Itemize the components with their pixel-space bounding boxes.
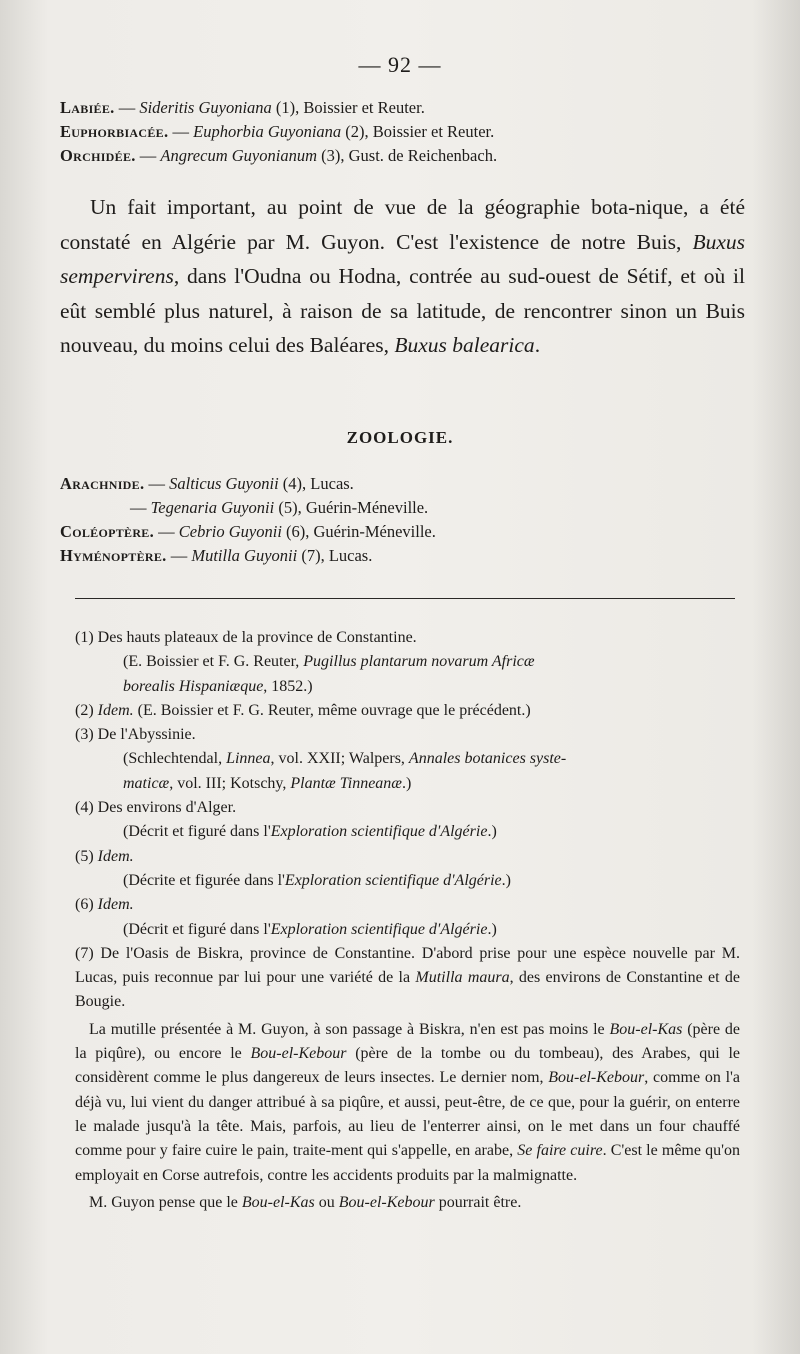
taxon-entry: Labiée. — Sideritis Guyoniana (1), Boissier et Reuter. — [60, 98, 425, 117]
family-name: Coléoptère. — [60, 522, 155, 541]
footnote-7: (7) De l'Oasis de Biskra, province de Constantine. D'abord prise pour une espèce nouvelle par M. Lucas, puis reconnue par lui pour une variété de la Mutilla maura, des environs de Constantine et de Bougie. — [75, 944, 740, 1011]
page-number: — 92 — — [358, 52, 442, 77]
family-name: Orchidée. — [60, 146, 136, 165]
footnote-7-paragraph-2: La mutille présentée à M. Guyon, à son passage à Biskra, n'en est pas moins le Bou-el-Kas (père de la piqûre), ou encore le Bou-el-Kebour (père de la tombe ou du tombeau), des Arabes, qui le considèrent comme le plus dangereux de leurs insectes. Le dernier nom, Bou-el-Kebour, comme on l'a déjà vu, lui vient du danger attribué à sa piqûre, et aussi, peut-être, de ce que, pour la guérir, on enterre le malade jusqu'à la tête. Mais, parfois, au lieu de l'enterrer ainsi, on le met dans un four chauffé comme pour y faire cuire le pain, traite-ment qui s'appelle, en arabe, Se faire cuire. C'est le même qu'on employait en Corse autrefois, contre les accidents produits par la malmignatte. — [75, 1020, 741, 1184]
footnote-5: (5) Idem. — [75, 847, 134, 865]
footnote-4: (4) Des environs d'Alger. — [75, 799, 237, 817]
footnote-6: (6) Idem. — [75, 896, 134, 914]
zoology-taxa-list — [60, 472, 750, 568]
footnote-2: (2) Idem. (E. Boissier et F. G. Reuter, même ouvrage que le précédent.) — [75, 701, 531, 719]
species-name: Salticus Guyonii — [169, 474, 279, 493]
species-name: Euphorbia Guyoniana — [193, 122, 342, 141]
footnote-7-paragraph-3: M. Guyon pense que le Bou-el-Kas ou Bou-el-Kebour pourrait être. — [89, 1193, 522, 1211]
footnotes: (1) Des hauts plateaux de la province de Constantine. (E. Boissier et F. G. Reuter, Pugillus plantarum novarum Africæ borealis Hispaniæque, 1852.) (2) Idem. (E. Boissier et F. G. Reuter, même ouvrage que le précédent.) (3) De l'Abyssinie. (Schlechtendal, Linnea, vol. XXII; Walpers, Annales botanices syste- maticæ, vol. III; Kotschy, Plantæ Tinneanæ.) (4) Des environs d'Alger. (Décrit et figuré dans l'Exploration scientifique d'Algérie.) (5) Idem. (Décrite et figurée dans l'Exploration scientifique d'Algérie.) (6) Idem. (Décrit et figuré dans l'Exploration scientifique d'Algérie.) (7) De l'Oasis de Biskra, province de Constantine. D'abord prise pour une espèce nouvelle par M. Lucas, puis reconnue par lui pour une variété de la Mutilla maura, des environs de Constantine et de Bougie. La mutille présentée à M. Guyon, à son passage à Biskra, n'en est pas moins le Bou-el-Kas (père de la piqûre), ou encore le Bou-el-Kebour (père de la tombe ou du tombeau), des Arabes, qui le considèrent comme le plus dangereux de leurs insectes. Le dernier nom, Bou-el-Kebour, comme on l'a déjà vu, lui vient du danger attribué à sa piqûre, et aussi, peut-être, de ce que, pour la guérir, on enterre le malade jusqu'à la tête. Mais, parfois, au lieu de l'enterrer ainsi, on le met dans un four chauffé comme pour y faire cuire le pain, traite-ment qui s'appelle, en arabe, Se faire cuire. C'est le même qu'on employait en Corse autrefois, contre les accidents produits par la malmignatte. M. Guyon pense que le Bou-el-Kas ou Bou-el-Kebour pourrait être. — [75, 626, 740, 1215]
section-heading-zoology: ZOOLOGIE. — [346, 428, 454, 447]
family-name: Hyménoptère. — [60, 546, 167, 565]
family-name: Labiée. — [60, 98, 115, 117]
species-name: Angrecum Guyonianum — [160, 146, 317, 165]
species-name: Cebrio Guyonii — [178, 522, 282, 541]
footnote-6-citation: (Décrit et figuré dans l'Exploration scientifique d'Algérie.) — [123, 920, 497, 938]
footnote-3: (3) De l'Abyssinie. — [75, 726, 196, 744]
taxon-entry: Arachnide. — Salticus Guyonii (4), Lucas. — [60, 474, 354, 493]
species-name: Mutilla Guyonii — [191, 546, 298, 565]
family-name: Arachnide. — [60, 474, 145, 493]
footnote-1: (1) Des hauts plateaux de la province de Constantine. — [75, 629, 417, 646]
main-paragraph: Un fait important, au point de vue de la géographie bota-nique, a été constaté en Algérie par M. Guyon. C'est l'existence de notre Buis, Buxus sempervirens, dans l'Oudna ou Hodna, contrée au sud-ouest de Sétif, et où il eût semblé plus naturel, à raison de sa latitude, de rencontrer sinon un Buis nouveau, du moins celui des Baléares, Buxus balearica. — [60, 195, 745, 357]
footnote-3-citation: (Schlechtendal, Linnea, vol. XXII; Walpers, Annales botanices syste- — [123, 750, 567, 768]
taxon-entry: Hyménoptère. — Mutilla Guyonii (7), Lucas. — [60, 546, 373, 565]
footnote-4-citation: (Décrit et figuré dans l'Exploration scientifique d'Algérie.) — [123, 823, 497, 841]
footnote-5-citation: (Décrite et figurée dans l'Exploration scientifique d'Algérie.) — [123, 871, 511, 889]
taxon-entry: Coléoptère. — Cebrio Guyonii (6), Guérin-Méneville. — [60, 522, 436, 541]
footnote-divider — [75, 598, 735, 599]
species-name: Tegenaria Guyonii — [150, 498, 275, 517]
species-name: Sideritis Guyoniana — [139, 98, 272, 117]
family-name: Euphorbiacée. — [60, 122, 169, 141]
taxon-entry: Euphorbiacée. — Euphorbia Guyoniana (2), Boissier et Reuter. — [60, 122, 495, 141]
botany-taxa-list — [60, 96, 750, 168]
taxon-entry: Orchidée. — Angrecum Guyonianum (3), Gust. de Reichenbach. — [60, 146, 498, 165]
taxon-entry: — Tegenaria Guyonii (5), Guérin-Méneville. — [130, 498, 429, 517]
footnote-1-citation: (E. Boissier et F. G. Reuter, Pugillus plantarum novarum Africæ — [123, 653, 535, 671]
